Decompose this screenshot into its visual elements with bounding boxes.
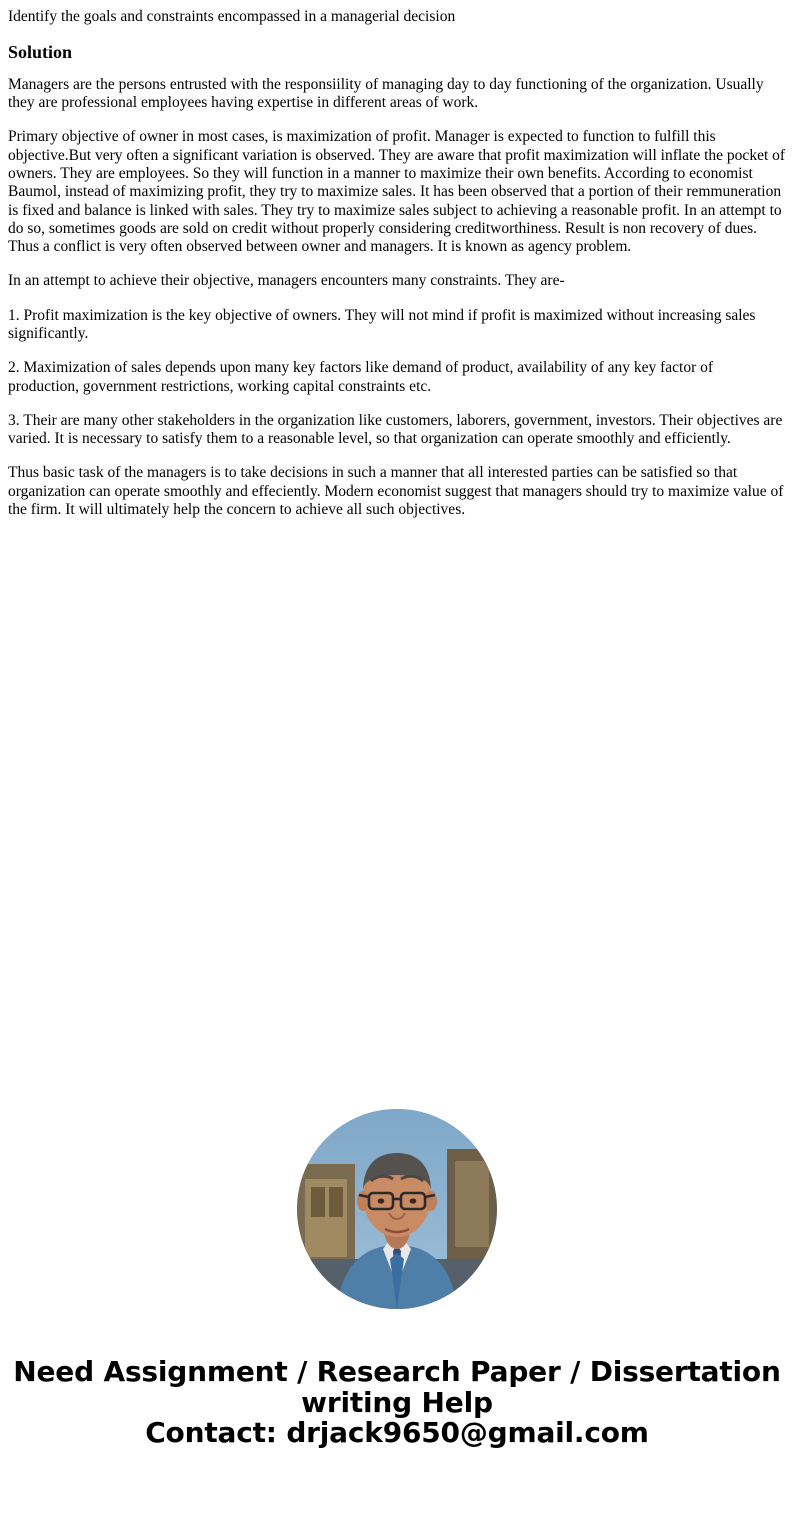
solution-paragraph-4: 1. Profit maximization is the key objective of owners. They will not mind if profit is maximized without increasing sales significantly. bbox=[8, 306, 756, 342]
promo-line-3: Contact: drjack9650@gmail.com bbox=[145, 1416, 649, 1450]
solution-paragraph-7: Thus basic task of the managers is to take decisions in such a manner that all interested parties can be satisfied so that organization can operate smoothly and effeciently. Modern economist suggest that managers should try to maximize value of the firm. It will ultimately help the concern to achieve all such objectives. bbox=[8, 464, 784, 518]
avatar bbox=[297, 1109, 497, 1309]
promo-line-2: writing Help bbox=[301, 1385, 493, 1419]
solution-paragraph-1: Managers are the persons entrusted with the responsiility of managing day to day functioning of the organization. Usually they are professional employees having expertise in different areas of work. bbox=[8, 75, 764, 112]
solution-paragraph-2: Primary objective of owner in most cases, is maximization of profit. Manager is expected to function to fulfill this objective.But very often a significant variation is observed. They are aware that profit maximization will inflate the pocket of owners. They are employees. So they will function in a manner to maximize their own benefits. According to economist Baumol, instead of maximizing profit, they try to maximize sales. It has been observed that a portion of their remmuneration is fixed and balance is linked with sales. They try to maximize sales subject to achieving a reasonable profit. In an attempt to do so, sometimes goods are sold on credit without properly considering creditworthiness. Result is non recovery of dues. Thus a conflict is very often observed between owner and managers. It is known as agency problem. bbox=[8, 128, 786, 256]
solution-paragraph-5: 2. Maximization of sales depends upon many key factors like demand of product, availability of any key factor of production, government restrictions, working capital constraints etc. bbox=[8, 359, 714, 395]
promo-line-1: Need Assignment / Research Paper / Dissertation bbox=[13, 1355, 781, 1389]
promo-block bbox=[8, 1109, 786, 1469]
promo-text bbox=[8, 1357, 786, 1469]
solution-paragraph-6: 3. Their are many other stakeholders in the organization like customers, laborers, government, investors. Their objectives are varied. It is necessary to satisfy them to a reasonable level, so that organization can operate smoothly and efficiently. bbox=[8, 411, 783, 448]
question-text: Identify the goals and constraints encompassed in a managerial decision bbox=[8, 8, 456, 25]
solution-heading: Solution bbox=[8, 42, 73, 63]
solution-paragraph-3: In an attempt to achieve their objective, managers encounters many constraints. They are- bbox=[8, 272, 565, 290]
profile-photo-icon bbox=[297, 1109, 497, 1309]
